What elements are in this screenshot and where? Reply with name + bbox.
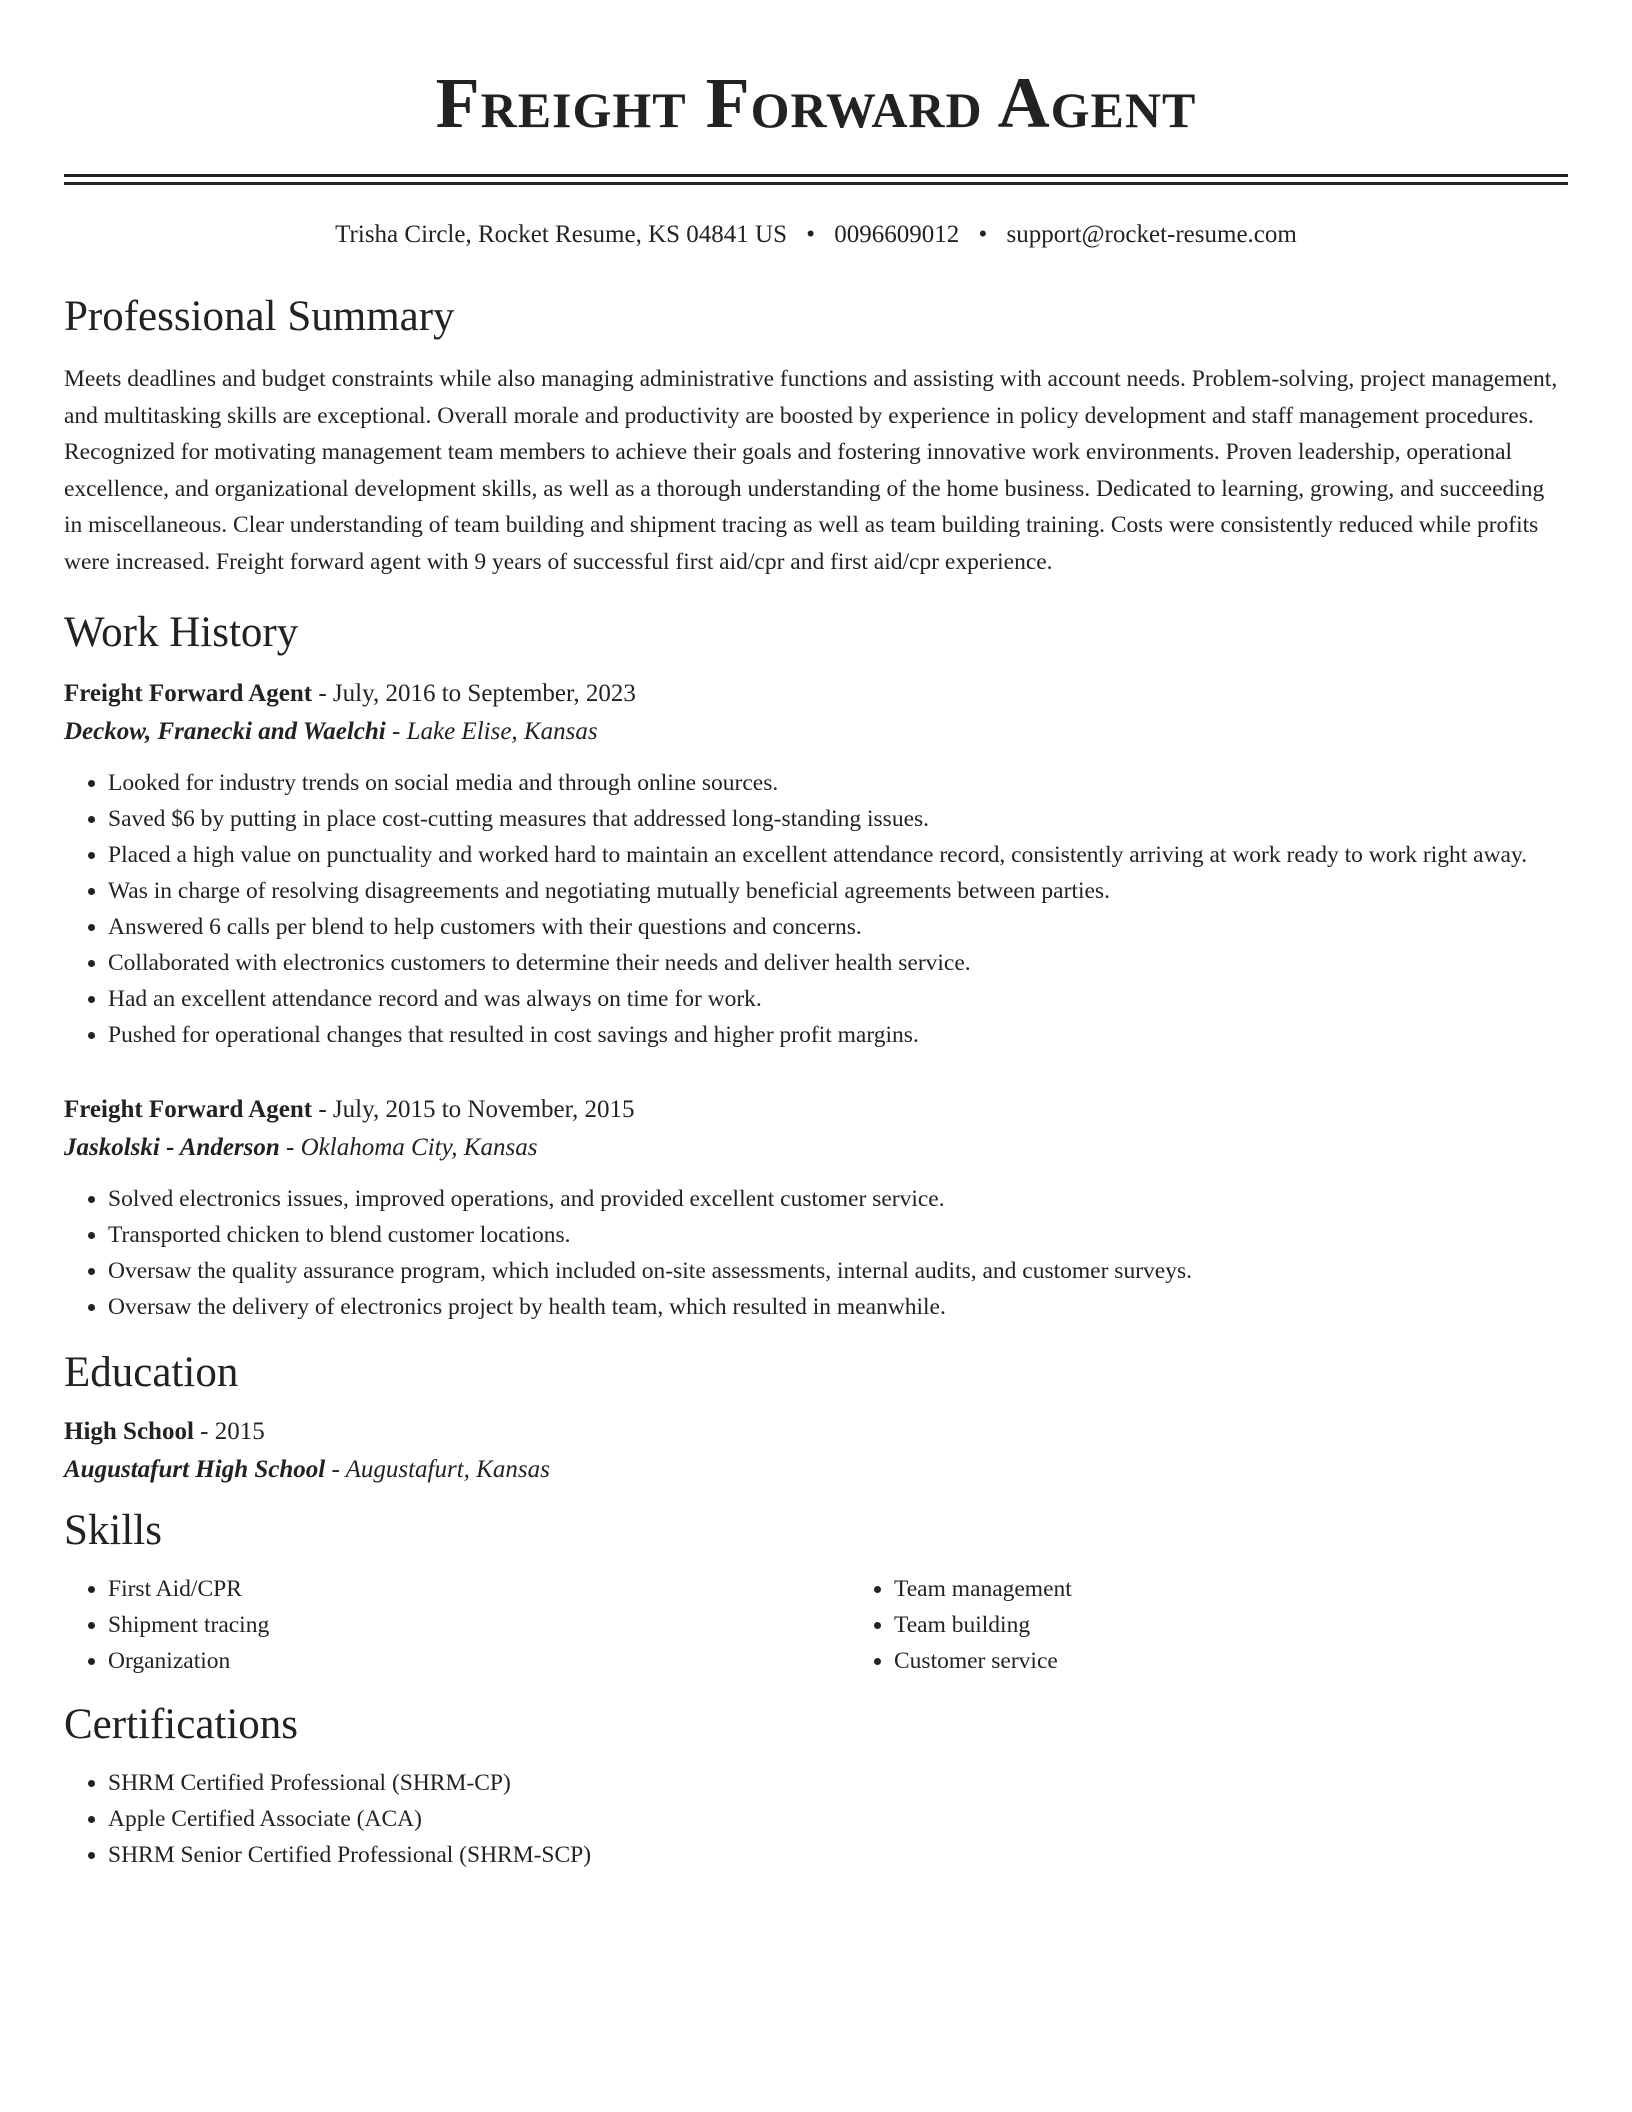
job-bullets — [64, 765, 1568, 1053]
list-item: • Pushed for operational changes that resulted in cost savings and higher profit margins. — [108, 1017, 1568, 1053]
list-item: • SHRM Certified Professional (SHRM-CP) — [108, 1765, 1568, 1801]
skills-right-list — [850, 1571, 1072, 1679]
contact-address: Trisha Circle, Rocket Resume, KS 04841 US — [335, 221, 787, 248]
list-item: • Shipment tracing — [108, 1607, 850, 1643]
contact-separator: • — [806, 221, 816, 248]
list-item: • Oversaw the delivery of electronics project by health team, which resulted in meanwhile. — [108, 1289, 1568, 1325]
list-item: • Oversaw the quality assurance program, which included on-site assessments, internal audits, and customer surveys. — [108, 1253, 1568, 1289]
education-school-line — [64, 1451, 1568, 1489]
list-item: • Solved electronics issues, improved operations, and provided excellent customer service. — [108, 1181, 1568, 1217]
job-location: - Oklahoma City, Kansas — [279, 1133, 538, 1161]
certifications-heading: Certifications — [64, 1700, 299, 1748]
job-bullets — [64, 1181, 1568, 1325]
list-item: • Answered 6 calls per blend to help customers with their questions and concerns. — [108, 909, 1568, 945]
job-company: Deckow, Franecki and Waelchi — [64, 717, 386, 745]
list-item: • First Aid/CPR — [108, 1571, 850, 1607]
list-item: • Saved $6 by putting in place cost-cutting measures that addressed long-standing issues. — [108, 801, 1568, 837]
list-item: • Apple Certified Associate (ACA) — [108, 1801, 1568, 1837]
list-item: • SHRM Senior Certified Professional (SHRM-SCP) — [108, 1837, 1568, 1873]
list-item: • Transported chicken to blend customer locations. — [108, 1217, 1568, 1253]
certifications-list — [64, 1765, 1568, 1873]
education-location: - Augustafurt, Kansas — [325, 1455, 550, 1483]
education-year: - 2015 — [193, 1417, 265, 1445]
list-item: • Placed a high value on punctuality and worked hard to maintain an excellent attendance record, consistently arriving at work ready to work right away. — [108, 837, 1568, 873]
list-item: • Had an excellent attendance record and was always on time for work. — [108, 981, 1568, 1017]
job-position: Freight Forward Agent — [64, 1095, 313, 1123]
certifications-section — [64, 1765, 1568, 1873]
job-dates: - July, 2016 to September, 2023 — [312, 679, 636, 707]
job-title-line — [64, 1091, 1568, 1129]
summary-heading: Professional Summary — [64, 293, 455, 340]
contact-email: support@rocket-resume.com — [1006, 221, 1297, 248]
work-history-heading: Work History — [64, 608, 299, 656]
list-item: • Collaborated with electronics customers to determine their needs and deliver health service. — [108, 945, 1568, 981]
list-item: • Team building — [894, 1607, 1072, 1643]
education-degree-line — [64, 1413, 1568, 1451]
resume-title: Freight Forward Agent — [435, 63, 1197, 143]
job-entry — [64, 675, 1568, 1053]
job-company: Jaskolski - Anderson — [64, 1133, 280, 1161]
list-item: • Was in charge of resolving disagreements and negotiating mutually beneficial agreements between parties. — [108, 873, 1568, 909]
job-title-line — [64, 675, 1568, 713]
education-heading: Education — [64, 1348, 239, 1396]
job-location: - Lake Elise, Kansas — [385, 717, 598, 745]
job-dates: - July, 2015 to November, 2015 — [312, 1095, 635, 1123]
job-company-line — [64, 713, 1568, 751]
contact-separator: • — [978, 221, 988, 248]
education-entry — [64, 1413, 1568, 1489]
list-item: • Organization — [108, 1643, 850, 1679]
job-entry — [64, 1091, 1568, 1325]
list-item: • Looked for industry trends on social media and through online sources. — [108, 765, 1568, 801]
education-school: Augustafurt High School — [64, 1455, 326, 1483]
job-position: Freight Forward Agent — [64, 679, 313, 707]
skills-columns — [64, 1571, 1568, 1679]
list-item: • Customer service — [894, 1643, 1072, 1679]
contact-phone: 0096609012 — [834, 221, 960, 248]
education-degree: High School — [64, 1417, 194, 1445]
job-company-line — [64, 1129, 1568, 1167]
skills-heading: Skills — [64, 1506, 162, 1554]
summary-text: Meets deadlines and budget constraints while also managing administrative functions and assisting with account needs. Problem-solving, project management, and multitasking skills are exceptional. Overall morale and productivity are boosted by experience in policy development and staff management procedures. Recognized for motivating management team members to achieve their goals and fostering innovative work environments. Proven leadership, operational excellence, and organizational development skills, as well as a thorough understanding of the home business. Dedicated to learning, growing, and succeeding in miscellaneous. Clear understanding of team building and shipment tracing as well as team building training. Costs were consistently reduced while profits were increased. Freight forward agent with 9 years of successful first aid/cpr and first aid/cpr experience. — [64, 366, 1558, 575]
title-double-rule — [64, 174, 1568, 185]
list-item: • Team management — [894, 1571, 1072, 1607]
contact-line — [64, 217, 1568, 253]
skills-left-list — [64, 1571, 850, 1679]
